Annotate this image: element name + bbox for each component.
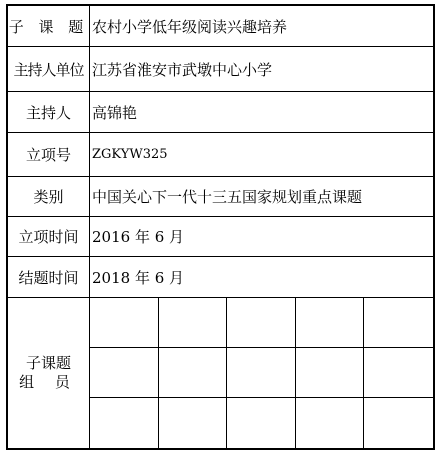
end-date-value: 2018 年 6 月 bbox=[92, 268, 185, 287]
member-cell[interactable] bbox=[227, 348, 296, 398]
members-label bbox=[8, 298, 90, 448]
category-value: 中国关心下一代十三五国家规划重点课题 bbox=[92, 188, 363, 206]
member-cell[interactable] bbox=[364, 298, 433, 348]
project-info-form bbox=[6, 4, 435, 450]
member-cell[interactable] bbox=[296, 298, 365, 348]
member-cell[interactable] bbox=[364, 398, 433, 448]
member-cell[interactable] bbox=[296, 348, 365, 398]
members-grid bbox=[90, 298, 433, 448]
member-cell[interactable] bbox=[227, 298, 296, 348]
project-number-value: ZGKYW325 bbox=[92, 147, 168, 162]
host-label: 主持人 bbox=[8, 92, 90, 132]
row-host-unit bbox=[8, 47, 433, 92]
project-number-label: 立项号 bbox=[8, 133, 90, 176]
host-unit-label: 主持人单位 bbox=[8, 47, 90, 91]
category-label: 类别 bbox=[8, 177, 90, 216]
member-cell[interactable] bbox=[159, 348, 228, 398]
members-label-line2: 组 员 bbox=[19, 373, 78, 391]
member-cell[interactable] bbox=[90, 298, 159, 348]
subtopic-value: 农村小学低年级阅读兴趣培养 bbox=[92, 17, 288, 36]
row-host bbox=[8, 92, 433, 133]
row-subtopic bbox=[8, 6, 433, 47]
member-cell[interactable] bbox=[364, 348, 433, 398]
member-cell[interactable] bbox=[90, 398, 159, 448]
subtopic-label: 子 课 题 bbox=[8, 6, 90, 46]
row-end-date bbox=[8, 257, 433, 298]
member-cell[interactable] bbox=[90, 348, 159, 398]
row-members bbox=[8, 298, 433, 448]
row-project-number bbox=[8, 133, 433, 177]
row-start-date bbox=[8, 217, 433, 257]
row-category bbox=[8, 177, 433, 217]
member-cell[interactable] bbox=[296, 398, 365, 448]
member-cell[interactable] bbox=[159, 298, 228, 348]
member-cell[interactable] bbox=[159, 398, 228, 448]
member-cell[interactable] bbox=[227, 398, 296, 448]
host-unit-value: 江苏省淮安市武墩中心小学 bbox=[92, 60, 273, 79]
members-label-line1: 子课题 bbox=[25, 354, 71, 372]
end-date-label: 结题时间 bbox=[8, 257, 90, 297]
start-date-value: 2016 年 6 月 bbox=[92, 228, 185, 246]
host-value: 高锦艳 bbox=[92, 103, 138, 122]
start-date-label: 立项时间 bbox=[8, 217, 90, 256]
